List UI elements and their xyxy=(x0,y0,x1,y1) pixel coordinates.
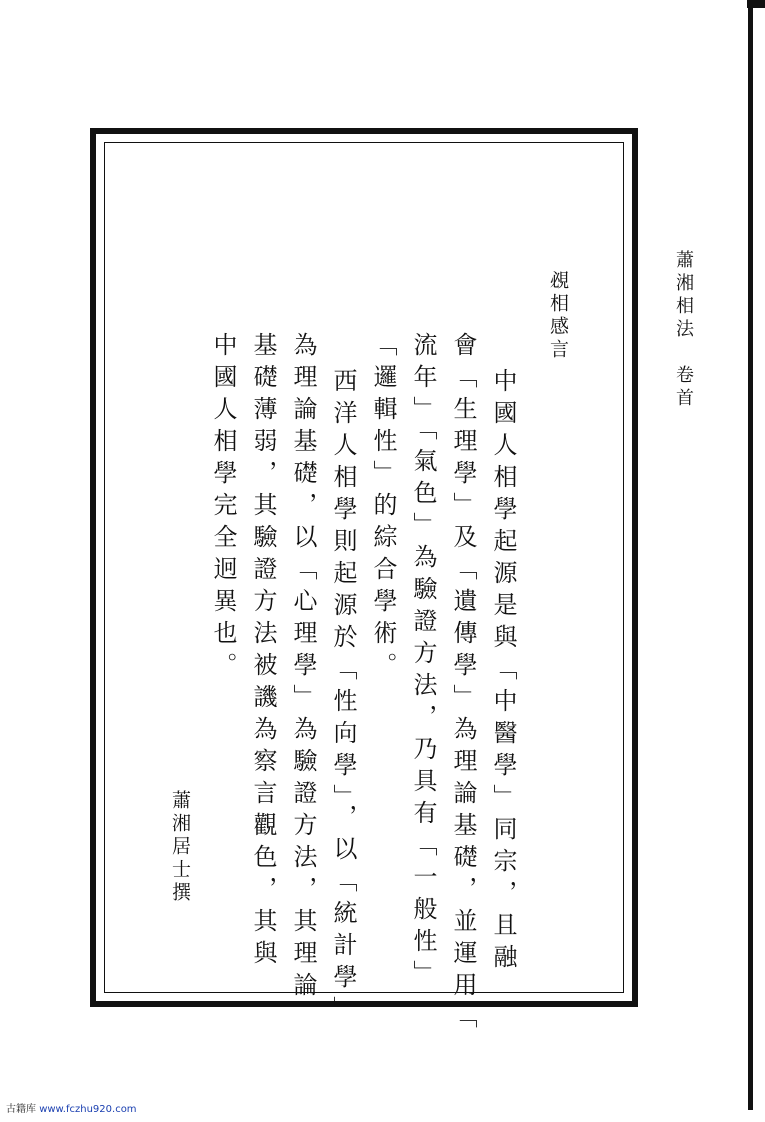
body-column-7: 基礎薄弱，其驗證方法被譏為察言觀色，其與 xyxy=(249,332,277,972)
watermark xyxy=(6,1100,137,1115)
body-column-1: 中國人相學起源是與「中醫學」同宗，且融 xyxy=(489,368,517,976)
section-title: 覕相感言 xyxy=(547,270,569,362)
author-signature: 蕭湘居士撰 xyxy=(169,790,191,905)
watermark-site: www.fczhu920.com xyxy=(39,1104,137,1115)
body-column-5: 西洋人相學則起源於「性向學」，以「統計學」 xyxy=(329,368,357,1028)
body-column-2: 會「生理學」及「遺傳學」為理論基礎，並運用「 xyxy=(449,332,477,1036)
running-head: 蕭湘相法 卷首 xyxy=(673,250,694,411)
body-column-3: 流年」「氣色」為驗證方法，乃具有「一般性」 xyxy=(409,332,437,992)
body-column-4: 「邏輯性」的綜合學術。 xyxy=(369,332,397,684)
body-column-6: 為理論基礎，以「心理學」為驗證方法，其理論 xyxy=(289,332,317,1004)
page-edge-line xyxy=(748,0,753,1110)
body-column-8: 中國人相學完全迥異也。 xyxy=(209,332,237,684)
watermark-brand: 古籍库 xyxy=(6,1104,36,1115)
